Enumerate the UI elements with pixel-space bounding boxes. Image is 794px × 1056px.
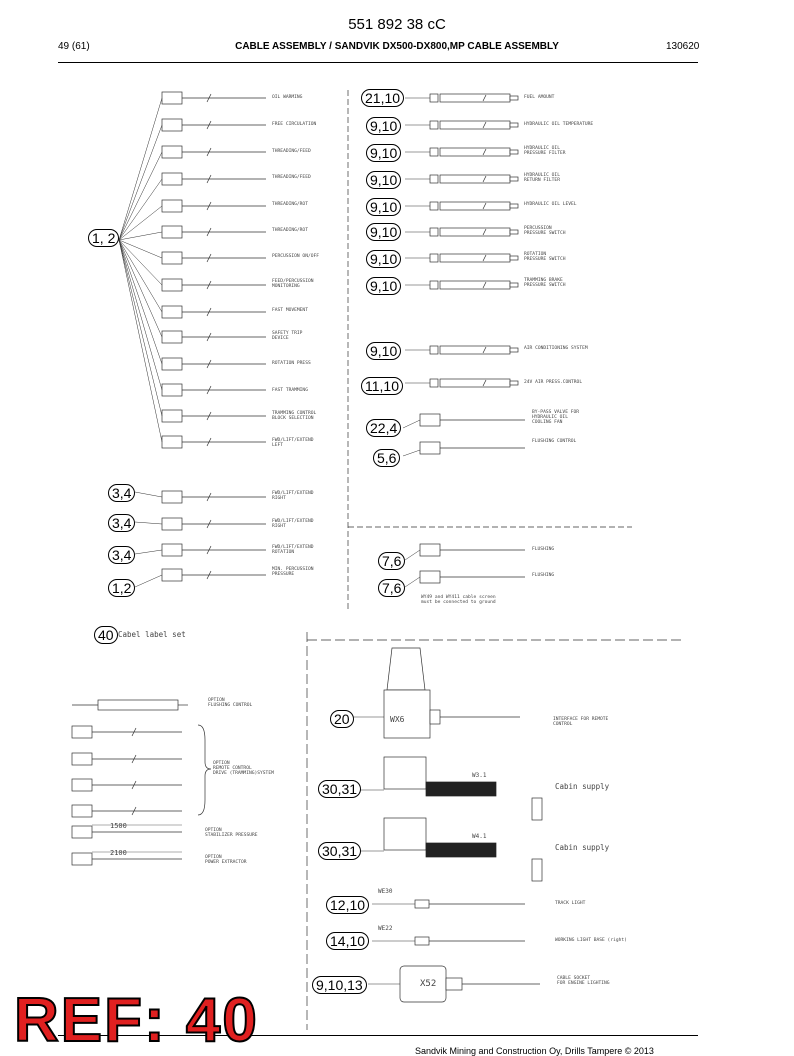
fan-line	[119, 240, 162, 258]
cabin-supply-label-b: Cabin supply	[555, 843, 610, 852]
plug	[430, 346, 438, 354]
leader-line	[135, 550, 162, 554]
document-date: 130620	[666, 41, 700, 52]
leader-line	[403, 450, 420, 456]
connector-box	[420, 414, 440, 426]
connector-box	[162, 491, 182, 503]
connector-box	[162, 226, 182, 238]
cable-sleeve	[440, 228, 510, 236]
cable-label: BY-PASS VALVE FOR HYDRAULIC OIL COOLING FAN	[532, 410, 580, 426]
cable-label: THREADING/FEED	[272, 175, 311, 180]
fan-line	[119, 240, 162, 364]
fan-line	[119, 179, 162, 240]
plug	[415, 900, 429, 908]
cabin-plug	[532, 859, 542, 881]
cable-label: FWD/LIFT/EXTEND ROTATION	[272, 545, 314, 556]
connector-box	[162, 119, 182, 131]
x52-label: CABLE SOCKET FOR ENGINE LIGHTING	[557, 976, 610, 987]
callout-22-4: 22,4	[366, 419, 401, 437]
leader-line	[135, 492, 162, 497]
cable-label: FLUSHING	[532, 547, 555, 552]
cable-label: 24V AIR PRESS.CONTROL	[524, 380, 583, 385]
cable-label: FWD/LIFT/EXTEND RIGHT	[272, 491, 314, 502]
connector-box	[162, 384, 182, 396]
leader-line	[135, 575, 162, 587]
callout-1-2: 1, 2	[88, 229, 119, 247]
cable-sleeve	[440, 281, 510, 289]
cable-label: SAFETY TRIP DEVICE	[272, 331, 303, 342]
we22-label: WORKING LIGHT BASE (right)	[555, 938, 627, 943]
connector-box	[162, 569, 182, 581]
fan-line	[119, 240, 162, 416]
option-cable-sleeve	[98, 700, 178, 710]
cable-label: THREADING/ROT	[272, 202, 308, 207]
cable-label: MIN. PERCUSSION PRESSURE	[272, 567, 314, 578]
callout-9-10-b: 9,10	[366, 144, 401, 162]
group-brace	[198, 725, 211, 815]
connector-box	[162, 279, 182, 291]
sensor-tip	[510, 204, 518, 208]
cable-label: FWD/LIFT/EXTEND RIGHT	[272, 519, 314, 530]
callout-3-4-c: 3,4	[108, 546, 135, 564]
cable-label: FUEL AMOUNT	[524, 95, 555, 100]
callout-30-31-b: 30,31	[318, 842, 361, 860]
cable-label: ROTATION PRESSURE SWITCH	[524, 252, 566, 263]
we30-label: TRACK LIGHT	[555, 901, 586, 906]
leader-line	[403, 420, 420, 428]
cable-sleeve	[440, 379, 510, 387]
cable-sleeve	[440, 346, 510, 354]
connector-box	[162, 92, 182, 104]
we22-tag: WE22	[378, 925, 393, 932]
cable-label: HYDRAULIC OIL RETURN FILTER	[524, 173, 560, 184]
option-label: OPTION STABILIZER PRESSURE	[205, 828, 258, 839]
wx6-gland	[430, 710, 440, 724]
cable-label: PERCUSSION ON/OFF	[272, 254, 320, 259]
connector-box	[162, 358, 182, 370]
connector-box	[162, 146, 182, 158]
connector-box	[162, 410, 182, 422]
connector-box	[72, 726, 92, 738]
callout-3-4-b: 3,4	[108, 514, 135, 532]
connector-box	[420, 571, 440, 583]
callout-9-10-h: 9,10	[366, 342, 401, 360]
fan-line	[119, 240, 162, 442]
callout-9-10-f: 9,10	[366, 250, 401, 268]
callout-11-10: 11,10	[361, 377, 403, 395]
plug	[430, 175, 438, 183]
dimension-1500: 1500	[110, 822, 127, 830]
cable-sleeve	[440, 121, 510, 129]
fan-line	[119, 232, 162, 240]
x52-gland	[446, 978, 462, 990]
cable-label: OIL WARMING	[272, 95, 303, 100]
callout-9-10-c: 9,10	[366, 171, 401, 189]
connector-box	[162, 436, 182, 448]
wx6-housing-top	[387, 648, 425, 690]
plug	[430, 254, 438, 262]
option-label: OPTION FLUSHING CONTROL	[208, 698, 253, 709]
we30-tag: WE30	[378, 888, 393, 895]
wx6-tag: WX6	[390, 715, 405, 724]
connector-box	[162, 331, 182, 343]
cable-label: TRAMMING CONTROL BLOCK SELECTION	[272, 411, 317, 422]
cable-label: FREE CIRCULATION	[272, 122, 317, 127]
callout-14-10: 14,10	[326, 932, 369, 950]
callout-1-2-b: 1,2	[108, 579, 135, 597]
dimension-2100: 2100	[110, 849, 127, 857]
callout-9-10-13: 9,10,13	[312, 976, 367, 994]
w4-tag: W4.1	[472, 833, 487, 840]
leader-line	[405, 550, 420, 560]
connector-box	[162, 173, 182, 185]
plug	[430, 379, 438, 387]
fan-line	[119, 98, 162, 240]
connector-box	[72, 779, 92, 791]
cable-label: AIR CONDITIONING SYSTEM	[524, 346, 588, 351]
callout-7-6-a: 7,6	[378, 552, 405, 570]
option-label: OPTION REMOTE CONTROL DRIVE (TRAMMING)SYSTEM	[213, 761, 274, 777]
footer-copyright: Sandvik Mining and Construction Oy, Drills Tampere © 2013	[415, 1046, 654, 1056]
cable-label: FWD/LIFT/EXTEND LEFT	[272, 438, 314, 449]
cable-sleeve	[440, 175, 510, 183]
sensor-tip	[510, 256, 518, 260]
plug	[415, 937, 429, 945]
callout-20: 20	[330, 710, 354, 728]
x52-tag: X52	[420, 979, 437, 989]
cable-label: PERCUSSION PRESSURE SWITCH	[524, 226, 566, 237]
cable-label: FAST TRAMMING	[272, 388, 308, 393]
connector-box	[162, 544, 182, 556]
wx6-housing	[384, 690, 430, 738]
callout-12-10: 12,10	[326, 896, 369, 914]
connector-box	[162, 518, 182, 530]
callout-7-6-b: 7,6	[378, 579, 405, 597]
callout-30-31-a: 30,31	[318, 780, 361, 798]
plug	[430, 121, 438, 129]
sensor-tip	[510, 177, 518, 181]
connector-box	[72, 753, 92, 765]
option-label: OPTION POWER EXTRACTOR	[205, 855, 247, 866]
callout-9-10-e: 9,10	[366, 223, 401, 241]
connector-box	[162, 306, 182, 318]
callout-3-4-a: 3,4	[108, 484, 135, 502]
fan-line	[119, 240, 162, 312]
cable-label: ROTATION PRESS	[272, 361, 311, 366]
fan-line	[119, 152, 162, 240]
callout-40: 40	[94, 626, 118, 644]
sensor-tip	[510, 96, 518, 100]
plug	[430, 228, 438, 236]
leader-line	[135, 522, 162, 524]
ref-stamp: REF: 40	[14, 986, 259, 1055]
cable-label: TRAMMING BRAKE PRESSURE SWITCH	[524, 278, 566, 289]
cabin-connector	[384, 757, 426, 789]
cable-label: HYDRAULIC OIL PRESSURE FILTER	[524, 146, 566, 157]
sensor-tip	[510, 150, 518, 154]
plug	[430, 94, 438, 102]
callout-9-10-g: 9,10	[366, 277, 401, 295]
document-title: CABLE ASSEMBLY / SANDVIK DX500-DX800,MP CABLE ASSEMBLY	[235, 41, 559, 52]
connector-box	[72, 853, 92, 865]
cable-sleeve	[440, 148, 510, 156]
page-number: 49 (61)	[58, 41, 90, 52]
plug	[430, 281, 438, 289]
callout-9-10-a: 9,10	[366, 117, 401, 135]
ground-note: WY49 and WY411 cable screen must be connected to ground	[421, 595, 496, 606]
connector-box	[420, 544, 440, 556]
plug	[430, 148, 438, 156]
wx6-label: INTERFACE FOR REMOTE CONTROL	[553, 717, 609, 728]
sensor-tip	[510, 283, 518, 287]
callout-9-10-d: 9,10	[366, 198, 401, 216]
connector-box	[162, 252, 182, 264]
corrugated-conduit	[426, 843, 496, 857]
cabin-connector	[384, 818, 426, 850]
cabin-plug	[532, 798, 542, 820]
cable-label: FLUSHING CONTROL	[532, 439, 577, 444]
sensor-tip	[510, 348, 518, 352]
callout-5-6: 5,6	[373, 449, 400, 467]
callout-21-10: 21,10	[361, 89, 404, 107]
cabin-supply-label-a: Cabin supply	[555, 782, 610, 791]
corrugated-conduit	[426, 782, 496, 796]
cable-sleeve	[440, 94, 510, 102]
cable-label: FAST MOVEMENT	[272, 308, 308, 313]
cable-label-set-text: Cabel label set	[118, 630, 186, 639]
fan-line	[119, 240, 162, 337]
document-number: 551 892 38 cC	[348, 16, 446, 33]
connector-box	[72, 805, 92, 817]
cable-label: FEED/PERCUSSION MONITORING	[272, 279, 314, 290]
plug	[430, 202, 438, 210]
sensor-tip	[510, 123, 518, 127]
cable-label: FLUSHING	[532, 573, 555, 578]
sensor-tip	[510, 230, 518, 234]
cable-label: THREADING/FEED	[272, 149, 311, 154]
cable-sleeve	[440, 202, 510, 210]
leader-line	[405, 577, 420, 587]
connector-box	[420, 442, 440, 454]
sensor-tip	[510, 381, 518, 385]
connector-box	[162, 200, 182, 212]
cable-label: THREADING/ROT	[272, 228, 308, 233]
connector-box	[72, 826, 92, 838]
cable-label: HYDRAULIC OIL LEVEL	[524, 202, 577, 207]
cable-label: HYDRAULIC OIL TEMPERATURE	[524, 122, 594, 127]
w3-tag: W3.1	[472, 772, 487, 779]
cable-sleeve	[440, 254, 510, 262]
